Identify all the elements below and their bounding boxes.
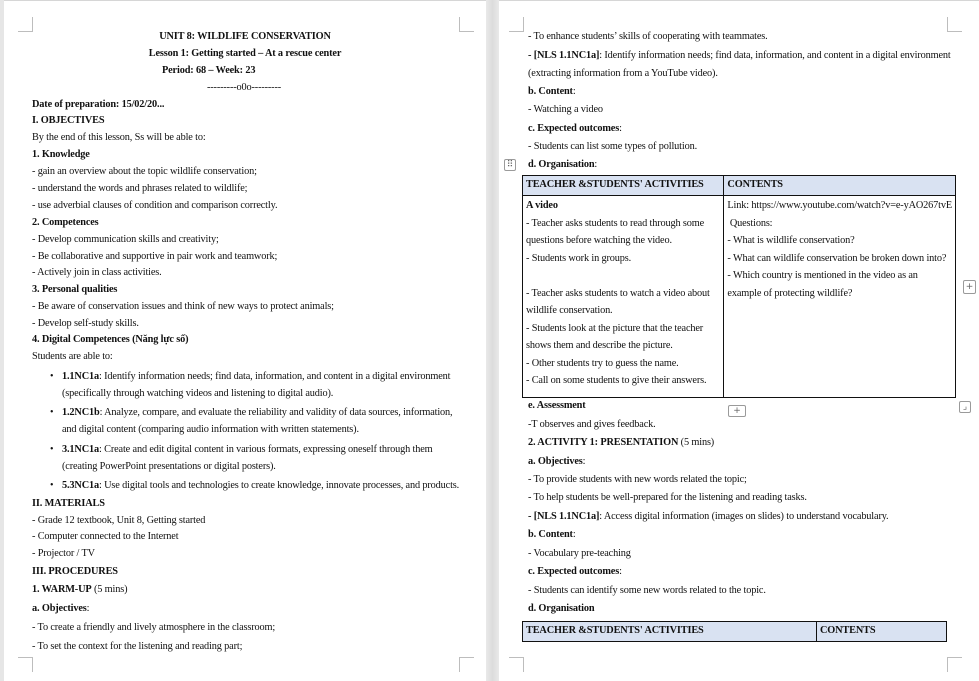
- nls-objective-item-cont: (extracting information from a YouTube video).: [528, 68, 718, 79]
- activity-line: wildlife conservation.: [526, 305, 613, 316]
- activity-line: - Teacher asks students to read through some: [526, 217, 705, 229]
- activity-line: - Call on some students to give their answers.: [526, 375, 707, 386]
- assessment-item: -T observes and gives feedback.: [528, 419, 656, 430]
- qualities-heading: 3. Personal qualities: [32, 284, 118, 295]
- margin-corner-mark: [947, 17, 962, 32]
- bullet-icon: •: [50, 407, 54, 418]
- margin-corner-mark: [459, 657, 474, 672]
- outcomes-heading: c. Expected outcomes:: [528, 123, 622, 134]
- a1-organisation-table: [522, 621, 947, 642]
- question-item: - What is wildlife conservation?: [727, 235, 855, 246]
- warmup-objective-item: - To create a friendly and lively atmosphere in the classroom;: [32, 622, 276, 633]
- margin-corner-mark: [18, 657, 33, 672]
- warmup-heading: 1. WARM-UP (5 mins): [32, 584, 128, 595]
- nls-objective-item: - [NLS 1.1NC1a]: Identify information needs; find data, information, and content in a digital environment: [528, 50, 951, 61]
- margin-corner-mark: [947, 657, 962, 672]
- document-page-2[interactable]: [499, 0, 979, 681]
- table-header-activities: TEACHER &STUDENTS' ACTIVITIES: [523, 176, 724, 196]
- materials-item: - Projector / TV: [32, 548, 95, 559]
- a1-outcomes-item: - Students can identify some new words related to the topic.: [528, 585, 766, 596]
- procedures-heading: III. PROCEDURES: [32, 566, 118, 577]
- digital-item-cont: (creating PowerPoint presentations or digital posters).: [62, 461, 276, 472]
- objective-item: - To enhance students’ skills of cooperating with teammates.: [528, 31, 768, 42]
- competences-item: - Be collaborative and supportive in pair work and teamwork;: [32, 251, 278, 262]
- materials-item: - Grade 12 textbook, Unit 8, Getting started: [32, 515, 206, 526]
- competences-item: - Actively join in class activities.: [32, 267, 162, 278]
- activity-line: - Teacher asks students to watch a video about: [526, 287, 710, 299]
- questions-label: Questions:: [727, 217, 773, 229]
- page-gap: [486, 0, 499, 681]
- content-item: - Watching a video: [528, 104, 603, 115]
- table-header-contents: CONTENTS: [817, 622, 947, 642]
- question-item: - What can wildlife conservation be broken down into?: [727, 252, 947, 264]
- digital-item: 5.3NC1a: Use digital tools and technologies to create knowledge, innovate processes, and products.: [62, 480, 460, 491]
- bullet-icon: •: [50, 444, 54, 455]
- knowledge-heading: 1. Knowledge: [32, 149, 90, 160]
- activity-line: - Students look at the picture that the teacher: [526, 322, 704, 334]
- question-item-cont: example of protecting wildlife?: [727, 287, 853, 299]
- activity-line: questions before watching the video.: [526, 235, 672, 246]
- table-header-contents: CONTENTS: [724, 176, 956, 196]
- content-heading: b. Content:: [528, 86, 576, 97]
- activity-line-blank: [526, 267, 720, 285]
- bullet-icon: •: [50, 480, 54, 491]
- a1-outcomes-heading: c. Expected outcomes:: [528, 566, 622, 577]
- a1-objective-item: - To help students be well-prepared for the listening and reading tasks.: [528, 492, 807, 503]
- qualities-item: - Develop self-study skills.: [32, 318, 139, 329]
- activities-cell[interactable]: [523, 196, 724, 398]
- lesson-title: Lesson 1: Getting started – At a rescue center: [148, 48, 342, 59]
- organisation-table: [522, 175, 956, 398]
- competences-heading: 2. Competences: [32, 217, 99, 228]
- assessment-heading: e. Assessment: [528, 400, 586, 411]
- digital-item-cont: and digital content (comparing audio information with written statements).: [62, 424, 359, 435]
- digital-item: 1.2NC1b: Analyze, compare, and evaluate the reliability and validity of data sources, information,: [62, 407, 453, 418]
- objectives-heading: I. OBJECTIVES: [32, 115, 105, 126]
- activity1-heading: 2. ACTIVITY 1: PRESENTATION (5 mins): [528, 437, 715, 448]
- knowledge-item: - gain an overview about the topic wildlife conservation;: [32, 166, 257, 177]
- document-page-1[interactable]: [4, 0, 486, 681]
- table-move-handle-icon[interactable]: ⠿: [504, 159, 516, 171]
- competences-item: - Develop communication skills and creativity;: [32, 234, 219, 245]
- outcomes-item: - Students can list some types of pollution.: [528, 141, 698, 152]
- warmup-objectives-heading: a. Objectives:: [32, 603, 90, 614]
- bullet-icon: •: [50, 371, 54, 382]
- a1-nls-item: - [NLS 1.1NC1a]: Access digital information (images on slides) to understand vocabulary.: [528, 511, 889, 522]
- digital-intro: Students are able to:: [32, 351, 113, 362]
- activity-line: - Students work in groups.: [526, 252, 632, 264]
- date-of-preparation: Date of preparation: 15/02/20...: [32, 99, 165, 110]
- video-link[interactable]: Link: https://www.youtube.com/watch?v=e-yAO267tvE: [727, 200, 952, 211]
- materials-heading: II. MATERIALS: [32, 498, 105, 509]
- digital-item-cont: (specifically through watching videos and listening to digital audio).: [62, 388, 334, 399]
- a1-objective-item: - To provide students with new words related the topic;: [528, 474, 747, 485]
- objectives-intro: By the end of this lesson, Ss will be able to:: [32, 132, 206, 143]
- unit-title: UNIT 8: WILDLIFE CONSERVATION: [159, 31, 331, 42]
- digital-item: 3.1NC1a: Create and edit digital content in various formats, expressing oneself through them: [62, 444, 433, 455]
- period-label: Period: 68 – Week: 23: [162, 65, 256, 76]
- knowledge-item: - understand the words and phrases related to wildlife;: [32, 183, 248, 194]
- activity-line: - Other students try to guess the name.: [526, 357, 679, 369]
- digital-item: 1.1NC1a: Identify information needs; find data, information, and content in a digital environment: [62, 371, 451, 382]
- add-column-icon[interactable]: +: [963, 280, 976, 294]
- a1-content-heading: b. Content:: [528, 529, 576, 540]
- a1-objectives-heading: a. Objectives:: [528, 456, 586, 467]
- add-row-icon[interactable]: +: [728, 405, 746, 417]
- a1-organisation-heading: d. Organisation: [528, 603, 595, 614]
- materials-item: - Computer connected to the Internet: [32, 531, 179, 542]
- contents-cell[interactable]: [724, 196, 956, 398]
- separator: ---------o0o---------: [207, 82, 282, 93]
- organisation-heading: d. Organisation:: [528, 159, 598, 170]
- margin-corner-mark: [509, 17, 524, 32]
- digital-heading: 4. Digital Competences (Năng lực số): [32, 334, 189, 345]
- question-item: - Which country is mentioned in the video as an: [727, 270, 918, 281]
- table-header-activities: TEACHER &STUDENTS' ACTIVITIES: [523, 622, 817, 642]
- a1-content-item: - Vocabulary pre-teaching: [528, 548, 631, 559]
- knowledge-item: - use adverbial clauses of condition and comparison correctly.: [32, 200, 278, 211]
- table-resize-handle-icon[interactable]: ⌟: [959, 401, 971, 413]
- warmup-objective-item: - To set the context for the listening and reading part;: [32, 641, 243, 652]
- qualities-item: - Be aware of conservation issues and think of new ways to protect animals;: [32, 301, 334, 312]
- margin-corner-mark: [509, 657, 524, 672]
- activity-line: shows them and describe the picture.: [526, 340, 673, 351]
- activity-title: A video: [526, 200, 558, 211]
